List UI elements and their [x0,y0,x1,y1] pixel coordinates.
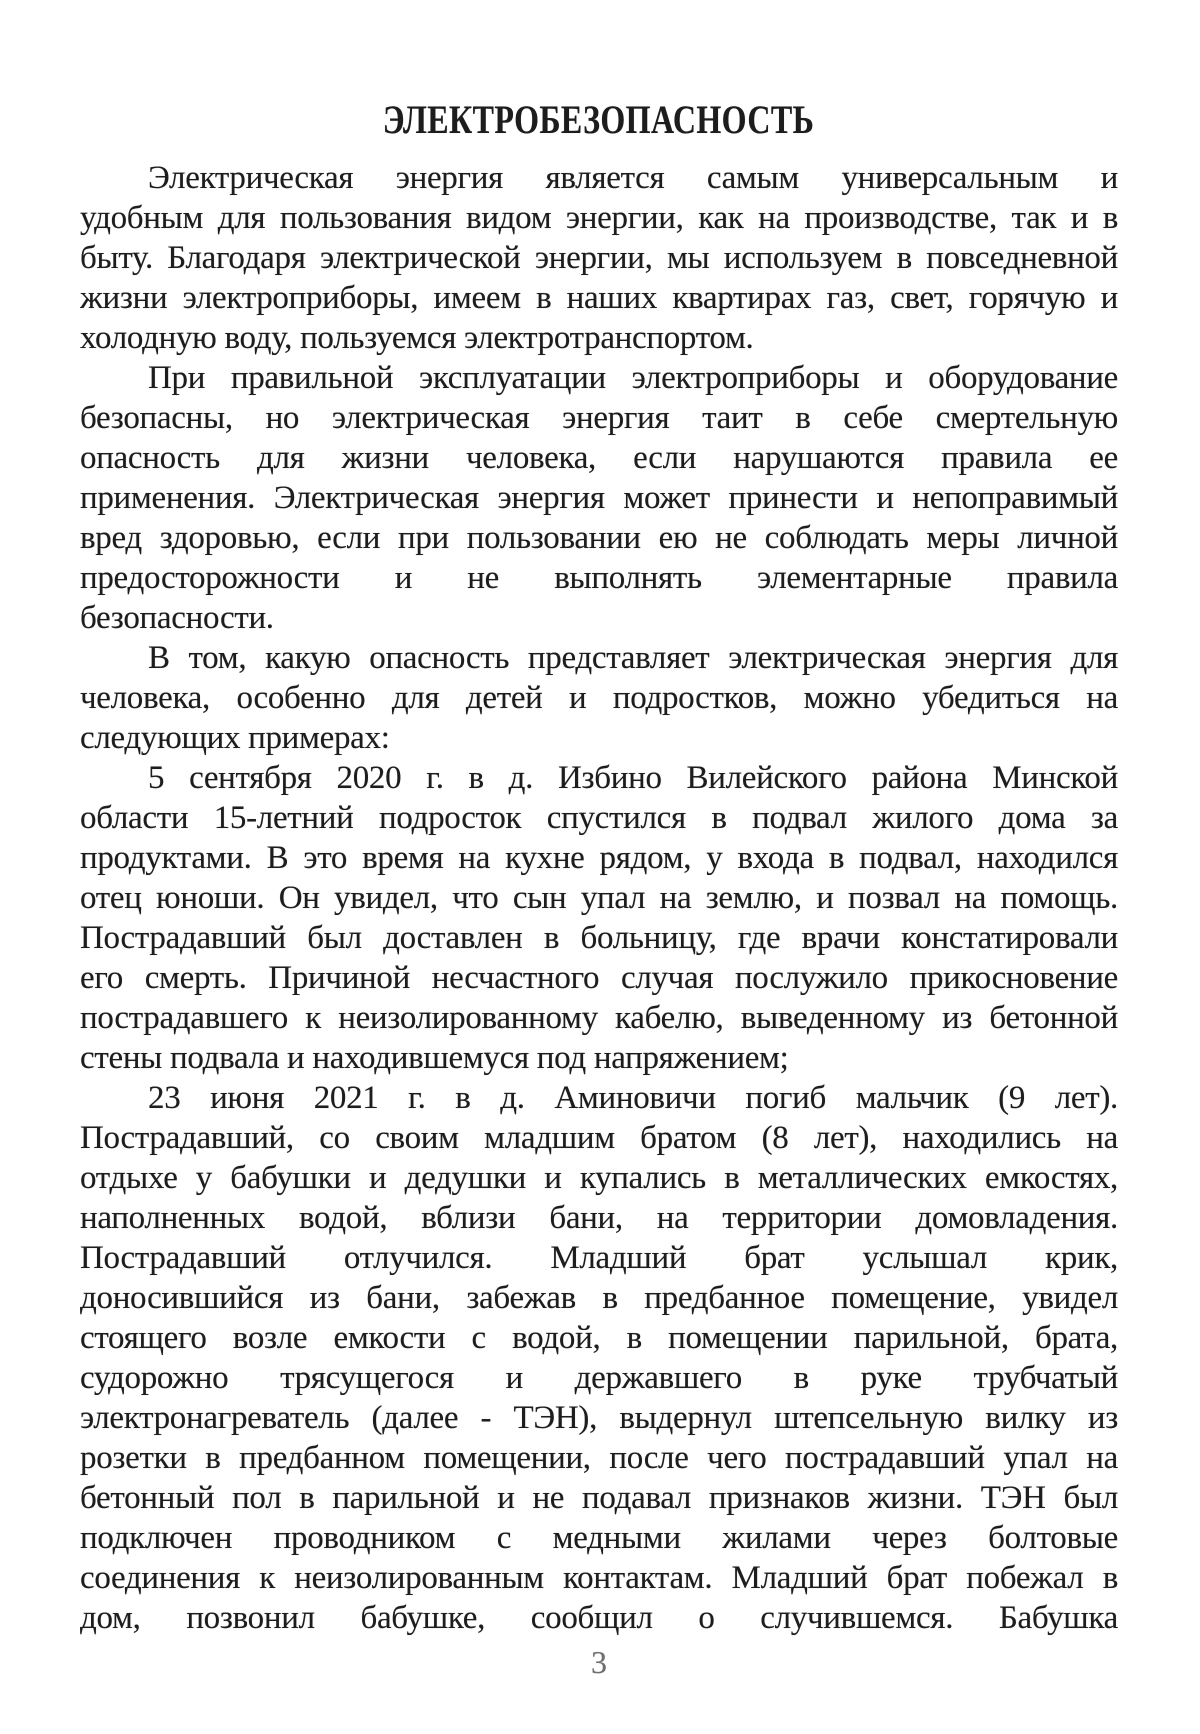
page-title-text: ЭЛЕКТРОБЕЗОПАСНОСТЬ [383,97,815,142]
text-line: безопасности. [80,600,274,636]
text-line: жизни электроприборы, имеем в наших квартирах газ, свет, горячую и [80,280,1118,316]
text-line: быту. Благодаря электрической энергии, мы используем в повседневной [80,240,1118,276]
text-line: вред здоровью, если при пользовании ею не соблюдать меры личной [80,520,1118,556]
text-line: наполненных водой, вблизи бани, на территории домовладения. [80,1200,1118,1236]
text-line: удобным для пользования видом энергии, как на производстве, так и в [80,200,1118,236]
text-line: бетонный пол в парильной и не подавал признаков жизни. ТЭН был [80,1480,1118,1516]
text-line: подключен проводником с медными жилами через болтовые [80,1520,1118,1556]
paragraph [80,1078,1118,1638]
text-line: его смерть. Причиной несчастного случая послужило прикосновение [80,960,1118,996]
text-line: В том, какую опасность представляет электрическая энергия для [148,640,1118,676]
text-line: Пострадавший, со своим младшим братом (8 лет), находились на [80,1120,1118,1156]
text-line: 23 июня 2021 г. в д. Аминовичи погиб мальчик (9 лет). [148,1080,1118,1116]
text-line: Пострадавший отлучился. Младший брат услышал крик, [80,1240,1118,1276]
text-line: электронагреватель (далее - ТЭН), выдернул штепсельную вилку из [80,1400,1118,1436]
text-line: стены подвала и находившемуся под напряжением; [80,1040,789,1076]
text-line: отец юноши. Он увидел, что сын упал на землю, и позвал на помощь. [80,880,1118,916]
text-line: розетки в предбанном помещении, после чего пострадавший упал на [80,1440,1118,1476]
text-line: Электрическая энергия является самым универсальным и [148,160,1118,196]
text-line: судорожно трясущегося и державшего в руке трубчатый [80,1360,1118,1396]
text-line: соединения к неизолированным контактам. Младший брат побежал в [80,1560,1118,1596]
document-content [80,98,1118,1682]
page-number: 3 [591,1644,607,1680]
text-line: человека, особенно для детей и подростков, можно убедиться на [80,680,1118,716]
page-title [80,98,1118,142]
text-line: пострадавшего к неизолированному кабелю, выведенному из бетонной [80,1000,1118,1036]
text-line: безопасны, но электрическая энергия таит в себе смертельную [80,400,1118,436]
paragraph [80,158,1118,358]
text-line: опасность для жизни человека, если нарушаются правила ее [80,440,1118,476]
paragraph [80,358,1118,638]
text-line: области 15-летний подросток спустился в подвал жилого дома за [80,800,1118,836]
text-line: холодную воду, пользуемся электротранспортом. [80,320,754,356]
text-line: доносившийся из бани, забежав в предбанное помещение, увидел [80,1280,1118,1316]
text-line: При правильной эксплуатации электроприборы и оборудование [148,360,1118,396]
paragraph [80,758,1118,1078]
text-line: дом, позвонил бабушке, сообщил о случившемся. Бабушка [80,1600,1118,1636]
text-line: Пострадавший был доставлен в больницу, где врачи констатировали [80,920,1118,956]
text-line: 5 сентября 2020 г. в д. Избино Вилейского района Минской [148,760,1118,796]
text-line: предосторожности и не выполнять элементарные правила [80,560,1118,596]
text-line: применения. Электрическая энергия может принести и непоправимый [80,480,1118,516]
paragraph [80,638,1118,758]
text-line: следующих примерах: [80,720,390,756]
document-body [80,158,1118,1638]
text-line: отдыхе у бабушки и дедушки и купались в металлических емкостях, [80,1160,1118,1196]
text-line: продуктами. В это время на кухне рядом, у входа в подвал, находился [80,840,1118,876]
text-line: стоящего возле емкости с водой, в помещении парильной, брата, [80,1320,1118,1356]
